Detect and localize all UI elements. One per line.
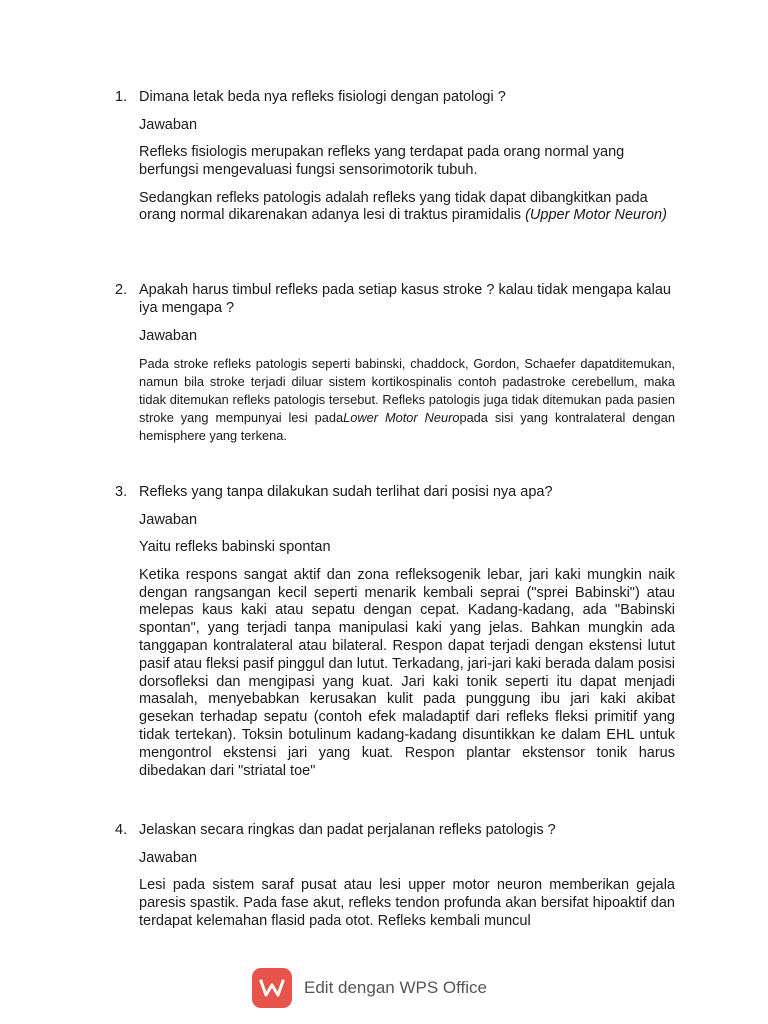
wps-logo-icon (252, 968, 292, 1008)
question-4 (115, 821, 675, 930)
answer-paragraph: Yaitu refleks babinski spontan (139, 539, 331, 555)
question-3 (115, 483, 675, 780)
answer-label: Jawaban (139, 117, 198, 133)
italic-term: Lower Motor Neuro (343, 410, 460, 425)
question-number: 3. (115, 484, 128, 500)
question-number: 2. (115, 282, 128, 298)
answer-paragraph: Sedangkan refleks patologis adalah refleks yang tidak dapat dibangkitkan pada orang normal dikarenakan adanya lesi di traktus piramidalis (Upper Motor Neuron) (139, 189, 667, 224)
answer-label: Jawaban (139, 512, 198, 528)
wps-edit-text[interactable]: Edit dengan WPS Office (304, 978, 488, 997)
answer-label: Jawaban (139, 328, 198, 344)
question-text: Apakah harus timbul refleks pada setiap kasus stroke ? kalau tidak mengapa kalau iya mengapa ? (139, 282, 671, 316)
answer-paragraph: Refleks fisiologis merupakan refleks yang terdapat pada orang normal yang berfungsi mengevaluasi fungsi sensorimotorik tubuh. (139, 144, 625, 178)
answer-paragraph: Lesi pada sistem saraf pusat atau lesi upper motor neuron memberikan gejala paresis spastik. Pada fase akut, refleks tendon profunda akan bersifat hipoaktif dan terdapat kelemahan flasid pada otot. Refleks kembali muncul (139, 877, 675, 929)
question-number: 1. (115, 89, 128, 105)
wps-edit-banner[interactable] (252, 968, 487, 1008)
question-text: Refleks yang tanpa dilakukan sudah terlihat dari posisi nya apa? (139, 484, 553, 500)
question-text: Dimana letak beda nya refleks fisiologi dengan patologi ? (139, 89, 506, 105)
answer-paragraph: Pada stroke refleks patologis seperti babinski, chaddock, Gordon, Schaefer dapatditemukan, namun bila stroke terjadi diluar sistem kortikospinalis contoh padastroke cerebellum, maka tidak ditemukan refleks patologis tersebut. Refleks patologis juga tidak ditemukan pada pasien stroke yang mempunyai lesi padaLower Motor Neuropada sisi yang kontralateral dengan hemisphere yang terkena. (139, 356, 676, 443)
question-text: Jelaskan secara ringkas dan padat perjalanan refleks patologis ? (139, 822, 556, 838)
answer-label: Jawaban (139, 850, 198, 866)
question-number: 4. (115, 822, 128, 838)
question-1 (115, 88, 675, 225)
italic-term: (Upper Motor Neuron) (525, 207, 667, 224)
question-2 (115, 281, 675, 445)
answer-paragraph: Ketika respons sangat aktif dan zona refleksogenik lebar, jari kaki mungkin naik dengan rangsangan kecil seperti menarik kembali seprai ("sprei Babinski") atau melepas kaus kaki atau sepatu dengan cepat. Kadang-kadang, ada "Babinski spontan", yang terjadi tanpa manipulasi kaki yang jelas. Bahkan mungkin ada tanggapan kontralateral atau bilateral. Respon dapat terjadi dengan ekstensi lutut pasif atau fleksi pasif pinggul dan lutut. Terkadang, jari-jari kaki berada dalam posisi dorsofleksi dan mengipasi yang kuat. Jari kaki tonik seperti itu dapat menjadi masalah, menyebabkan kerusakan kulit pada punggung ibu jari kaki akibat gesekan terhadap sepatu (contoh efek maladaptif dari refleks fleksi primitif yang tidak tertekan). Toksin botulinum kadang-kadang disuntikkan ke dalam EHL untuk mengontrol ekstensi jari yang kuat. Respon plantar ekstensor tonik harus dibedakan dari "striatal toe" (139, 566, 675, 779)
